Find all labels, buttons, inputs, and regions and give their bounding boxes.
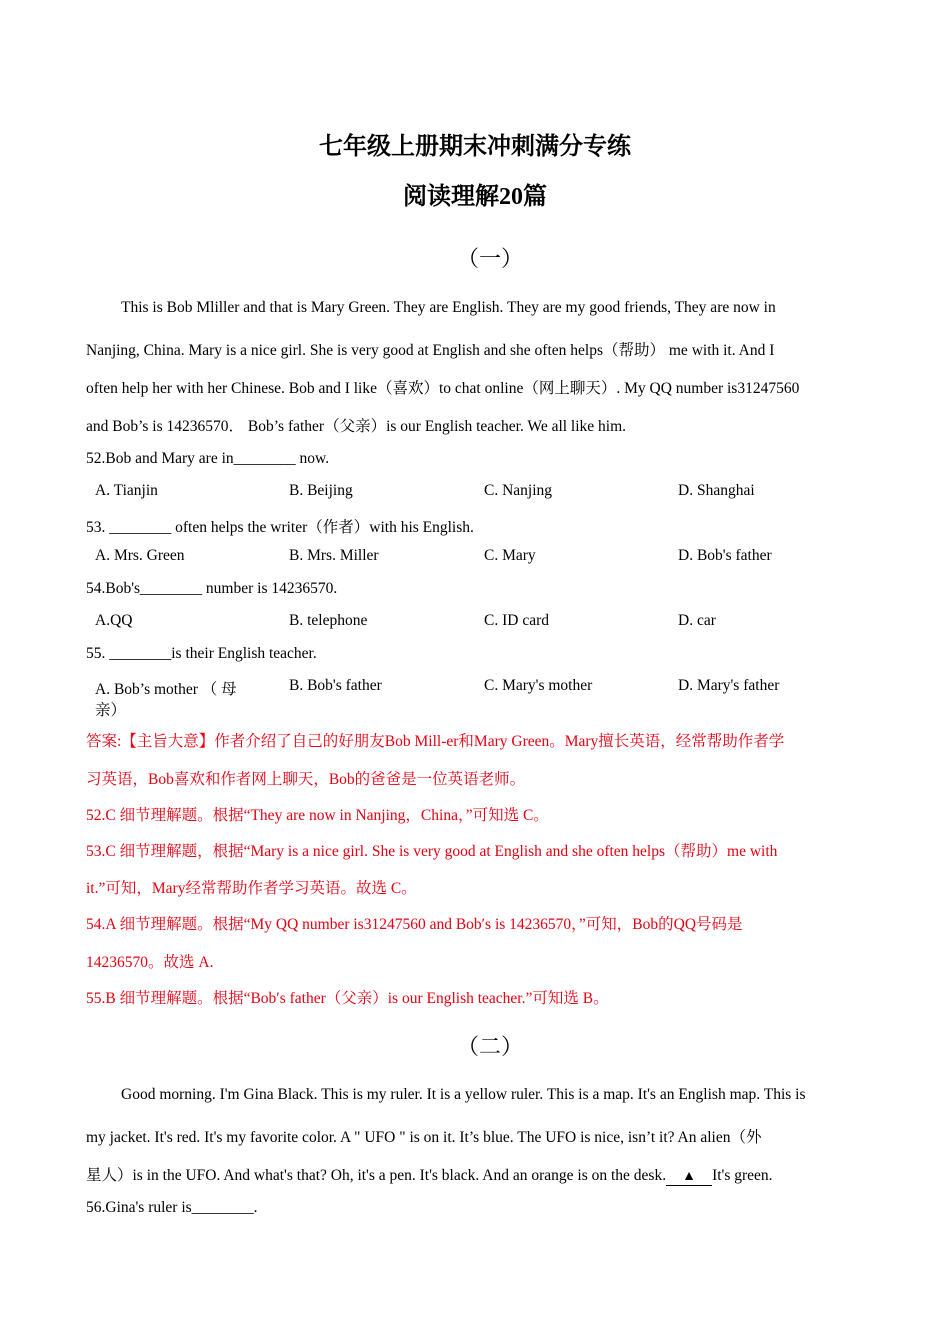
option-b: B. Bob's father: [289, 677, 382, 694]
passage-text: 星人）is in the UFO. And what's that? Oh, it's a pen. It's black. And an orange is on the desk.: [86, 1167, 667, 1184]
passage-text: It's green.: [712, 1167, 773, 1184]
answer-line: 习英语，Bob喜欢和作者网上聊天，Bob的爸爸是一位英语老师。: [86, 771, 526, 788]
passage-line: often help her with her Chinese. Bob and I like（喜欢）to chat online（网上聊天）. My QQ number is31247560: [86, 380, 800, 397]
passage-line: This is Bob Mliller and that is Mary Green. They are English. They are my good friends, They are now in: [121, 299, 776, 316]
option-d: D. Mary's father: [678, 677, 780, 694]
answer-line: 53.C 细节理解题，根据“Mary is a nice girl. She is very good at English and she often helps（帮助）me with: [86, 843, 778, 860]
question-stem: 54.Bob's________ number is 14236570.: [86, 580, 338, 597]
passage-line: [86, 1163, 773, 1186]
option-b: B. Beijing: [289, 482, 353, 499]
option-a-wrap: 亲）: [95, 702, 127, 719]
question-stem: 52.Bob and Mary are in________ now.: [86, 450, 330, 467]
answer-line: 答案:【主旨大意】作者介绍了自己的好朋友Bob Mill-er和Mary Green。Mary擅长英语，经常帮助作者学: [86, 733, 785, 750]
option-a: A. Tianjin: [95, 482, 158, 499]
passage-line: Nanjing, China. Mary is a nice girl. She is very good at English and she often helps（帮助） me with it. And I: [86, 342, 775, 359]
question-stem: 56.Gina's ruler is________.: [86, 1199, 258, 1216]
option-d: D. car: [678, 612, 716, 629]
option-a: A. Bob’s mother （ 母: [95, 681, 237, 698]
option-c: C. Mary's mother: [484, 677, 593, 694]
answer-line: 52.C 细节理解题。根据“They are now in Nanjing，China，”可知选 C。: [86, 807, 549, 824]
answer-line: 14236570。故选 A.: [86, 954, 214, 971]
section-heading-1: （一）: [456, 246, 523, 271]
option-c: C. ID card: [484, 612, 549, 629]
question-stem: 55. ________is their English teacher.: [86, 645, 317, 662]
passage-line: and Bob’s is 14236570． Bob’s father（父亲）is our English teacher. We all like him.: [86, 418, 627, 435]
option-c: C. Nanjing: [484, 482, 553, 499]
page-title: 七年级上册期末冲刺满分专练: [319, 134, 631, 160]
passage-line: my jacket. It's red. It's my favorite color. A " UFO " is on it. It’s blue. The UFO is nice, isn’t it? An alien（外: [86, 1129, 762, 1146]
answer-line: 54.A 细节理解题。根据“My QQ number is31247560 and Bob′s is 14236570，”可知，Bob的QQ号码是: [86, 916, 743, 933]
option-a: A.QQ: [95, 612, 133, 629]
blank-triangle: ▲: [666, 1169, 712, 1186]
option-b: B. telephone: [289, 612, 368, 629]
answer-line: it.”可知，Mary经常帮助作者学习英语。故选 C。: [86, 880, 417, 897]
question-stem: 53. ________ often helps the writer（作者）with his English.: [86, 519, 474, 536]
passage-line: Good morning. I'm Gina Black. This is my ruler. It is a yellow ruler. This is a map. It's an English map. This is: [121, 1086, 806, 1103]
option-a: A. Mrs. Green: [95, 547, 185, 564]
option-d: D. Bob's father: [678, 547, 772, 564]
answer-line: 55.B 细节理解题。根据“Bob′s father（父亲）is our English teacher.”可知选 B。: [86, 990, 609, 1007]
option-d: D. Shanghai: [678, 482, 755, 499]
option-b: B. Mrs. Miller: [289, 547, 379, 564]
option-c: C. Mary: [484, 547, 536, 564]
page-subtitle: 阅读理解20篇: [403, 184, 547, 210]
section-heading-2: （二）: [456, 1034, 523, 1059]
